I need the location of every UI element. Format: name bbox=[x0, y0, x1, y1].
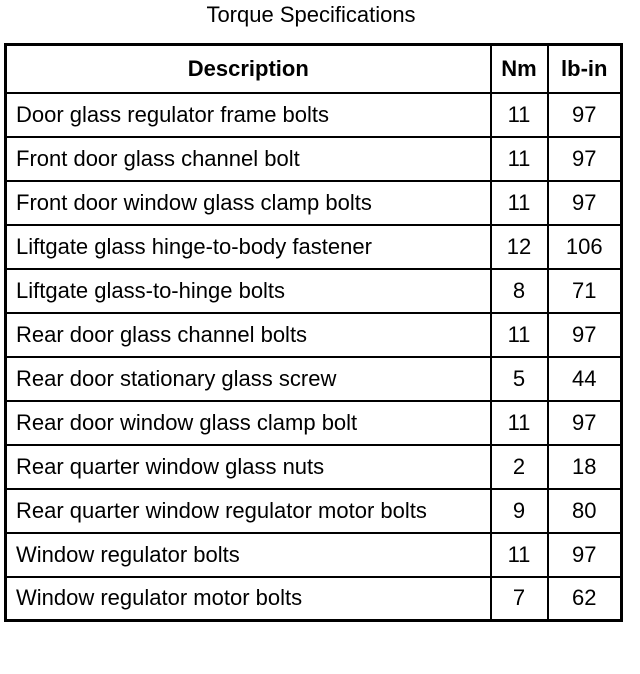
table-row bbox=[6, 225, 622, 269]
row-lbin: 97 bbox=[548, 401, 622, 445]
row-nm: 9 bbox=[491, 489, 548, 533]
row-lbin: 80 bbox=[548, 489, 622, 533]
row-description: Front door glass channel bolt bbox=[6, 137, 491, 181]
row-description: Front door window glass clamp bolts bbox=[6, 181, 491, 225]
table-row bbox=[6, 577, 622, 621]
row-nm: 8 bbox=[491, 269, 548, 313]
row-nm: 11 bbox=[491, 93, 548, 137]
row-lbin: 97 bbox=[548, 93, 622, 137]
row-description: Liftgate glass-to-hinge bolts bbox=[6, 269, 491, 313]
table-row bbox=[6, 313, 622, 357]
row-description: Rear door window glass clamp bolt bbox=[6, 401, 491, 445]
header-lbin: lb-in bbox=[548, 45, 622, 93]
torque-spec-table bbox=[4, 43, 623, 622]
row-description: Rear quarter window regulator motor bolts bbox=[6, 489, 491, 533]
table-row bbox=[6, 269, 622, 313]
row-nm: 12 bbox=[491, 225, 548, 269]
row-lbin: 44 bbox=[548, 357, 622, 401]
table-row bbox=[6, 533, 622, 577]
table-row bbox=[6, 93, 622, 137]
table-row bbox=[6, 401, 622, 445]
table-row bbox=[6, 489, 622, 533]
row-nm: 5 bbox=[491, 357, 548, 401]
header-nm: Nm bbox=[491, 45, 548, 93]
row-nm: 11 bbox=[491, 181, 548, 225]
row-description: Rear door glass channel bolts bbox=[6, 313, 491, 357]
row-description: Window regulator bolts bbox=[6, 533, 491, 577]
row-description: Liftgate glass hinge-to-body fastener bbox=[6, 225, 491, 269]
row-lbin: 71 bbox=[548, 269, 622, 313]
row-lbin: 97 bbox=[548, 181, 622, 225]
row-lbin: 97 bbox=[548, 313, 622, 357]
table-row bbox=[6, 357, 622, 401]
header-description: Description bbox=[6, 45, 491, 93]
table-row bbox=[6, 181, 622, 225]
row-nm: 11 bbox=[491, 533, 548, 577]
row-description: Rear quarter window glass nuts bbox=[6, 445, 491, 489]
row-lbin: 62 bbox=[548, 577, 622, 621]
row-nm: 11 bbox=[491, 313, 548, 357]
table-header-row bbox=[6, 45, 622, 93]
row-lbin: 18 bbox=[548, 445, 622, 489]
row-lbin: 97 bbox=[548, 533, 622, 577]
row-lbin: 97 bbox=[548, 137, 622, 181]
row-description: Window regulator motor bolts bbox=[6, 577, 491, 621]
row-nm: 11 bbox=[491, 401, 548, 445]
page-title: Torque Specifications bbox=[206, 2, 416, 27]
row-nm: 7 bbox=[491, 577, 548, 621]
table-row bbox=[6, 445, 622, 489]
row-nm: 2 bbox=[491, 445, 548, 489]
row-description: Door glass regulator frame bolts bbox=[6, 93, 491, 137]
row-lbin: 106 bbox=[548, 225, 622, 269]
table-row bbox=[6, 137, 622, 181]
row-nm: 11 bbox=[491, 137, 548, 181]
row-description: Rear door stationary glass screw bbox=[6, 357, 491, 401]
